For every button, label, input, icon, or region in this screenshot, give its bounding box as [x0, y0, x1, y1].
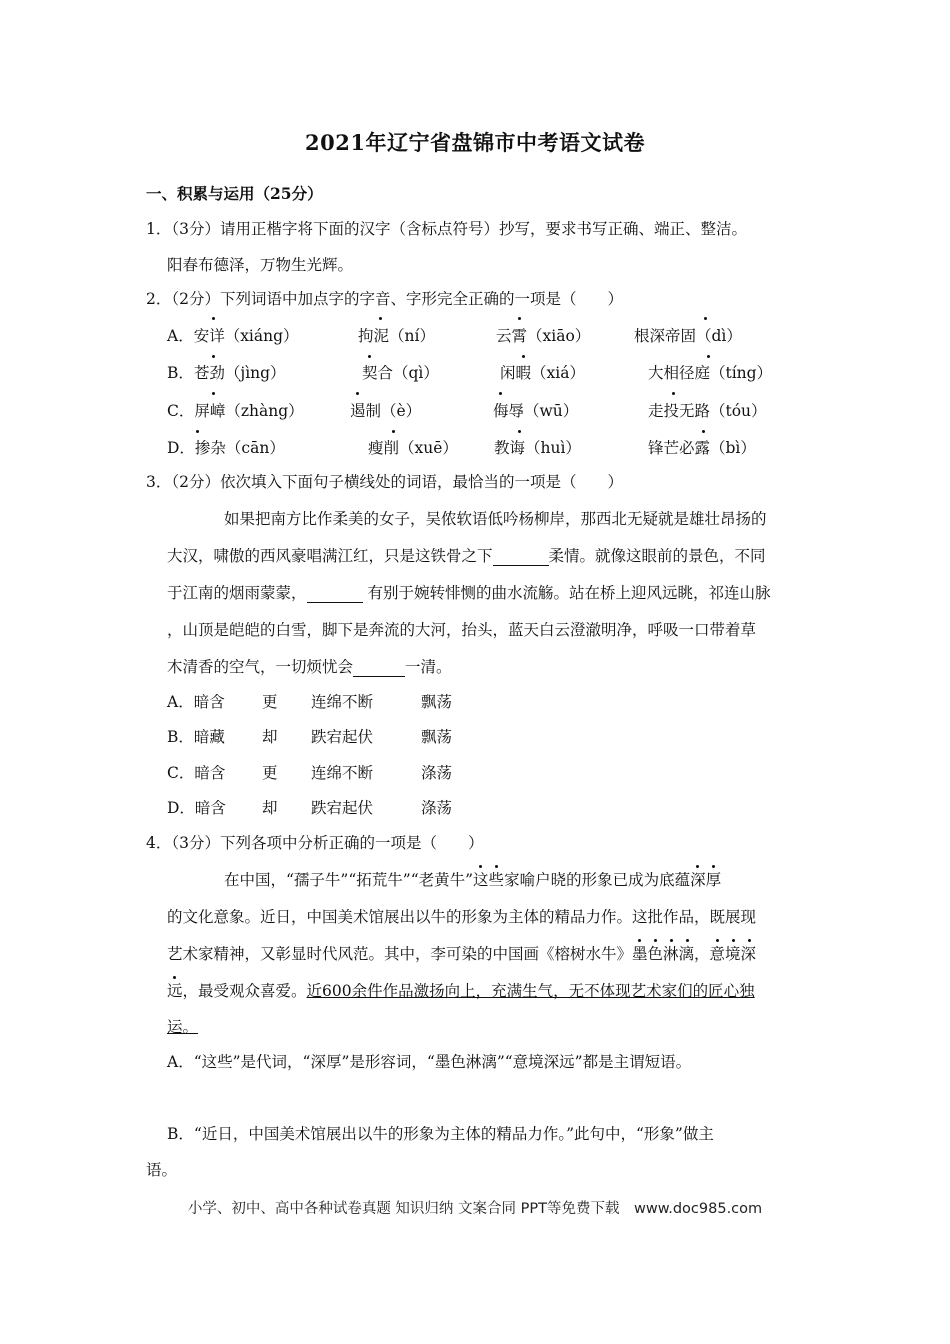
q4-passage-line-2: 的文化意象。近日，中国美术馆展出以牛的形象为主体的精品力作。这批作品，既展现 — [167, 908, 757, 926]
page-title: 2021年辽宁省盘锦市中考语文试卷 — [305, 130, 645, 155]
q2-b-2: 契合（qì） — [362, 364, 439, 382]
q4-p4-text: ，最受观众喜爱。 — [182, 982, 307, 1000]
q1-stem: 1．（3分）请用正楷字将下面的汉字（含标点符号）抄写，要求书写正确、端正、整洁。 — [146, 220, 747, 238]
q2-b-3: 闲暇（xiá） — [500, 364, 585, 382]
q4-option-b-line-1: B．“近日，中国美术馆展出以牛的形象为主体的精品力作。”此句中，“形象”做主 — [167, 1125, 714, 1143]
q4-emph-zhexie: 这些 — [473, 871, 504, 889]
q3-blank-1[interactable] — [493, 549, 549, 566]
q2-a-2: 拘泥（ní） — [358, 327, 435, 345]
q3-b-3: 跌宕起伏 — [311, 728, 374, 746]
q2-c-2: 遏制（è） — [350, 402, 422, 420]
q3-passage-line-4: ，山顶是皑皑的白雪，脚下是奔流的大河，抬头，蓝天白云澄澈明净，呼吸一口带着草 — [167, 621, 757, 639]
q2-d-1: D．掺杂（cān） — [167, 439, 285, 457]
q3-d-2: 却 — [262, 799, 278, 817]
q4-p3-a: 艺术家精神，又彰显时代风范。其中，李可染的中国画《榕树水牛》 — [167, 945, 633, 963]
q3-a-1: A．暗含 — [167, 693, 225, 711]
q3-a-2: 更 — [262, 693, 278, 711]
q3-a-3: 连绵不断 — [311, 693, 374, 711]
q3-blank-2[interactable] — [307, 586, 363, 603]
q2-a-1: A．安详（xiáng） — [167, 327, 299, 345]
q2-c-4: 走投无路（tóu） — [648, 402, 767, 420]
q3-p3-text-a: 于江南的烟雨蒙蒙， — [167, 584, 307, 602]
q4-emph-mose: 墨色淋漓 — [632, 945, 694, 963]
q3-p5-text-b: 一清。 — [405, 658, 452, 676]
q3-passage-line-2 — [167, 546, 766, 566]
q3-d-3: 跌宕起伏 — [311, 799, 374, 817]
q3-c-4: 涤荡 — [421, 764, 453, 782]
q4-p1-c: 家喻户晓的形象已成为底蕴 — [504, 871, 691, 889]
q4-emph-yijing: 意境深 — [710, 945, 757, 963]
q3-p2-text-a: 大汉，啸傲的西风豪唱满江红，只是这铁骨之下 — [167, 547, 493, 565]
q3-stem: 3．（2分）依次填入下面句子横线处的词语，最恰当的一项是（ ） — [146, 473, 623, 491]
q4-underlined-sentence: 近600余件作品激扬向上，充满生气，无不体现艺术家们的匠心独 — [306, 982, 755, 1000]
q3-b-1: B．暗藏 — [167, 728, 225, 746]
q3-b-2: 却 — [262, 728, 278, 746]
q4-passage-line-4 — [167, 981, 755, 1001]
q4-passage-line-1 — [224, 870, 721, 890]
q3-passage-line-5 — [167, 657, 452, 677]
q2-d-3: 教诲（huì） — [494, 439, 581, 457]
q2-a-4: 根深帝固（dì） — [634, 327, 742, 345]
q3-c-3: 连绵不断 — [311, 764, 374, 782]
q3-c-2: 更 — [262, 764, 278, 782]
q3-p3-text-b: 有别于婉转悱恻的曲水流觞。站在桥上迎风远眺，祁连山脉 — [362, 584, 771, 602]
q4-stem: 4．（3分）下列各项中分析正确的一项是（ ） — [146, 834, 484, 852]
q3-c-1: C．暗含 — [167, 764, 226, 782]
q4-passage-line-5: 运。 — [167, 1018, 199, 1036]
q4-p3-comma: ， — [694, 945, 710, 963]
q2-b-4: 大相径庭（tíng） — [648, 364, 773, 382]
q2-stem: 2．（2分）下列词语中加点字的字音、字形完全正确的一项是（ ） — [146, 290, 623, 308]
q4-option-a: A．“这些”是代词，“深厚”是形容词，“墨色淋漓”“意境深远”都是主谓短语。 — [167, 1053, 692, 1071]
q4-emph-shenhou: 深厚 — [690, 871, 721, 889]
q3-d-1: D．暗含 — [167, 799, 226, 817]
q4-emph-yuan: 远 — [167, 982, 183, 1000]
q2-d-2: 瘦削（xuē） — [368, 439, 458, 457]
q3-p2-text-b: 柔情。就像这眼前的景色，不同 — [548, 547, 766, 565]
q4-option-b-line-2: 语。 — [146, 1161, 178, 1179]
q3-d-4: 涤荡 — [421, 799, 453, 817]
q3-p5-text-a: 木清香的空气，一切烦忧会 — [167, 658, 354, 676]
q1-text: 阳春布德泽，万物生光辉。 — [167, 256, 354, 274]
q4-passage-line-3 — [167, 944, 756, 964]
q2-a-3: 云霄（xiāo） — [496, 327, 591, 345]
q3-b-4: 飘荡 — [421, 728, 453, 746]
q4-p1-a: 在中国，“孺子牛”“拓荒牛”“老黄牛” — [224, 871, 474, 889]
q3-passage-line-3 — [167, 583, 770, 603]
q3-passage-line-1: 如果把南方比作柔美的女子，吴侬软语低吟杨柳岸，那西北无疑就是雄壮昂扬的 — [224, 510, 767, 528]
q2-c-1: C．屏嶂（zhàng） — [167, 402, 304, 420]
q2-d-4: 锋芒必露（bì） — [648, 439, 756, 457]
section-heading: 一、积累与运用（25分） — [146, 184, 323, 203]
q3-blank-3[interactable] — [353, 660, 405, 677]
q2-b-1: B．苍劲（jìng） — [167, 364, 286, 382]
q2-c-3: 侮辱（wū） — [493, 402, 579, 420]
footer-text: 小学、初中、高中各种试卷真题 知识归纳 文案合同 PPT等免费下载 www.doc985.com — [187, 1201, 763, 1217]
q3-a-4: 飘荡 — [421, 693, 453, 711]
